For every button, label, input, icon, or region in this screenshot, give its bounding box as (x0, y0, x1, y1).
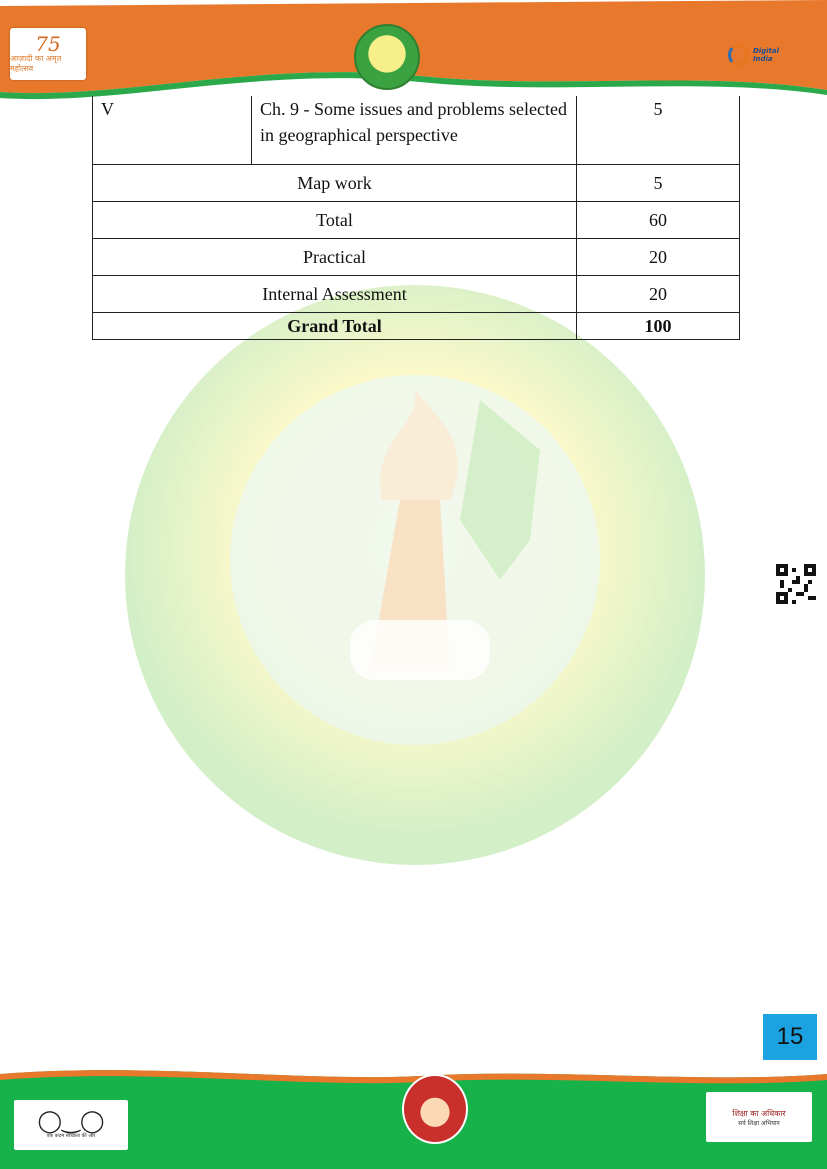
qr-code-icon[interactable] (776, 564, 816, 604)
rte-title: शिक्षा का अधिकार (732, 1108, 786, 1118)
row-label: Practical (93, 239, 577, 276)
grand-total-marks: 100 (577, 313, 740, 340)
grand-total-row (93, 313, 740, 340)
table-row (93, 96, 740, 165)
watermark-emblem-icon (120, 280, 710, 870)
digital-india-icon (728, 40, 798, 70)
azadi-text: आज़ादी का अमृत महोत्सव (10, 54, 62, 73)
row-label: Internal Assessment (93, 276, 577, 313)
table-row (93, 165, 740, 202)
swachh-text: एक कदम स्वच्छता की ओर (46, 1133, 96, 1139)
row-label: Map work (93, 165, 577, 202)
beti-padhao-icon (402, 1074, 468, 1144)
marks-cell: 20 (577, 239, 740, 276)
glasses-icon: ◯‿◯ (37, 1109, 105, 1134)
board-emblem-icon (354, 24, 420, 90)
row-label: Total (93, 202, 577, 239)
grand-total-label: Grand Total (93, 313, 577, 340)
unit-cell: V (93, 96, 252, 165)
table-row (93, 239, 740, 276)
table-row (93, 202, 740, 239)
table-row (93, 276, 740, 313)
azadi-number: 75 (35, 32, 61, 56)
marks-cell: 5 (577, 165, 740, 202)
marks-cell: 60 (577, 202, 740, 239)
rte-icon (706, 1092, 812, 1142)
digital-india-text: Digital India (752, 47, 780, 63)
azadi-logo-icon (10, 28, 86, 80)
swachh-bharat-icon (14, 1100, 128, 1150)
digital-india-mark (728, 44, 749, 66)
chapter-cell: Ch. 9 - Some issues and problems selected in geographical perspective (252, 96, 577, 165)
page-number: 15 (763, 1014, 817, 1060)
marks-cell: 20 (577, 276, 740, 313)
rte-subtitle: सर्व शिक्षा अभियान (738, 1119, 780, 1127)
marks-table (92, 96, 740, 340)
marks-cell: 5 (577, 96, 740, 165)
